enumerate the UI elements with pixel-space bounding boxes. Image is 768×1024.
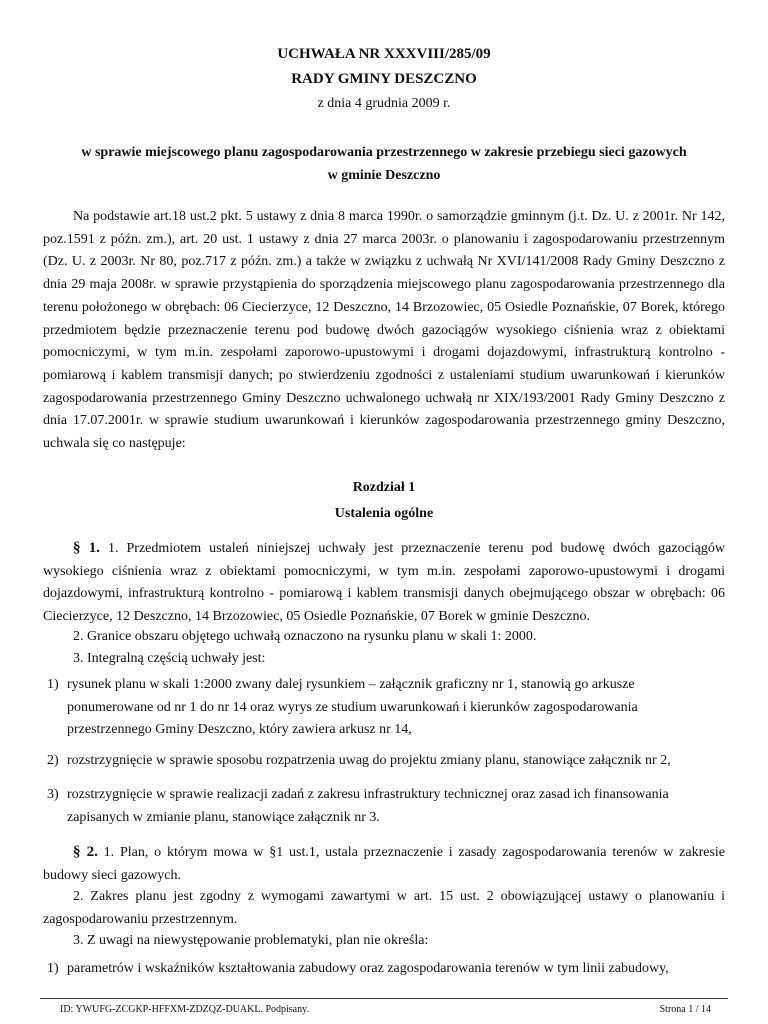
council-name: RADY GMINY DESZCZNO — [291, 71, 477, 87]
list-item-number: 2) — [47, 753, 59, 768]
section-2-point-3: 3. Z uwagi na niewystępowanie problematyki, plan nie określa: — [73, 933, 429, 948]
section-1-marker: § 1. — [73, 540, 100, 556]
preamble-text: Na podstawie art.18 ust.2 pkt. 5 ustawy z dnia 8 marca 1990r. o samorządzie gminnym (j.t. Dz. U. z 2001r. Nr 142, poz.1591 z późn. zm.), art. 20 ust. 1 ustawy z dnia 27 marca 2003r. o planowaniu i zagospodarowaniu przestrzennym (Dz. U. z 2003r. Nr 80, poz.717 z późn. zm.) a także w związku z uchwałą Nr XVI/141/2008 Rady Gminy Deszczno z dnia 29 maja 2008r. w sprawie przystąpienia do sporządzenia miejscowego planu zagospodarowania przestrzennego dla terenu położonego w obrębach: 06 Ciecierzyce, 12 Deszczno, 14 Brzozowiec, 05 Osiedle Poznańskie, 07 Borek, którego przedmiotem będzie przeznaczenie terenu pod budowę dwóch gazociągów wysokiego ciśnienia wraz z obiektami pomocniczymi, w tym m.in. zespołami zaporowo-upustowymi i drogami dojazdowymi, infrastrukturą kontrolno - pomiarową i kablem transmisji danych; po stwierdzeniu zgodności z ustaleniami studium uwarunkowań i kierunków zagospodarowania przestrzennego Gminy Deszczno uchwalonego uchwałą nr XIX/193/2001 Rady Gminy Deszczno z dnia 17.07.2001r. w sprawie studium uwarunkowań i kierunków zagospodarowania przestrzennego gminy Deszczno, uchwala się co następuje: — [43, 209, 725, 452]
preamble — [43, 206, 725, 456]
list-item-text: parametrów i wskaźników kształtowania zabudowy oraz zagospodarowania terenów w tym linii zabudowy, — [67, 961, 669, 976]
list-item-number: 1) — [47, 677, 59, 692]
list-item — [47, 750, 723, 773]
section-1-point-3: 3. Integralną częścią uchwały jest: — [73, 651, 266, 666]
list-item-number: 1) — [47, 961, 59, 976]
list-item-number: 3) — [47, 787, 59, 802]
list-item — [47, 958, 723, 981]
section-1-point-1-text: 1. Przedmiotem ustaleń niniejszej uchwały jest przeznaczenie terenu pod budowę dwóch gazociągów wysokiego ciśnienia wraz z obiektami pomocniczymi, w tym m.in. zespołami zaporowo-upustowymi i drogami dojazdowymi, infrastrukturą kontrolno - pomiarową i kablem transmisji danych obejmującego obszar w obrębach: 06 Ciecierzyce, 12 Deszczno, 14 Brzozowiec, 05 Osiedle Poznańskie, 07 Borek w gminie Deszczno. — [43, 541, 726, 625]
resolution-subject — [40, 141, 728, 187]
subject-line-2: w gminie Deszczno — [327, 168, 441, 183]
section-2-marker: § 2. — [73, 844, 98, 860]
list-item-text: rysunek planu w skali 1:2000 zwany dalej rysunkiem – załącznik graficzny nr 1, stanowią go arkusze ponumerowane od nr 1 do nr 14 oraz wyrys ze studium uwarunkowań i kierunków zagospodarowania przestrzennego Gminy Deszczno, który zawiera arkusz nr 14, — [67, 677, 638, 737]
list-item-text: rozstrzygnięcie w sprawie sposobu rozpatrzenia uwag do projektu zmiany planu, stanowiące załącznik nr 2, — [67, 753, 671, 768]
section-1-point-2: 2. Granice obszaru objętego uchwałą oznaczono na rysunku planu w skali 1: 2000. — [73, 629, 537, 644]
section-2-point-1 — [43, 841, 725, 887]
section-2-point-2-text: 2. Zakres planu jest zgodny z wymogami zawartymi w art. 15 ust. 2 obowiązującej ustawy o planowaniu i zagospodarowaniu przestrzennym. — [43, 889, 725, 927]
list-item-text: rozstrzygnięcie w sprawie realizacji zadań z zakresu infrastruktury technicznej oraz zasad ich finansowania zapisanych w zmianie planu, stanowiące załącznik nr 3. — [67, 787, 669, 825]
list-item — [47, 784, 723, 829]
chapter-label: Rozdział 1 — [352, 480, 416, 495]
subject-line-1: w sprawie miejscowego planu zagospodarowania przestrzennego w zakresie przebiegu sieci gazowych — [81, 145, 687, 160]
document-id: ID: YWUFG-ZCGKP-HFFXM-ZDZQZ-DUAKL. Podpisany. — [60, 1004, 309, 1015]
footer-divider — [40, 998, 728, 999]
chapter-title: Ustalenia ogólne — [334, 506, 434, 521]
section-2-point-2 — [43, 886, 725, 931]
list-item — [47, 674, 723, 742]
section-1-point-1 — [43, 537, 725, 629]
resolution-date: z dnia 4 grudnia 2009 r. — [317, 96, 451, 111]
resolution-number: UCHWAŁA NR XXXVIII/285/09 — [277, 46, 491, 62]
page-number: Strona 1 / 14 — [659, 1004, 711, 1015]
section-2-point-1-text: 1. Plan, o którym mowa w §1 ust.1, ustala przeznaczenie i zasady zagospodarowania terenów w zakresie budowy sieci gazowych. — [43, 845, 726, 883]
